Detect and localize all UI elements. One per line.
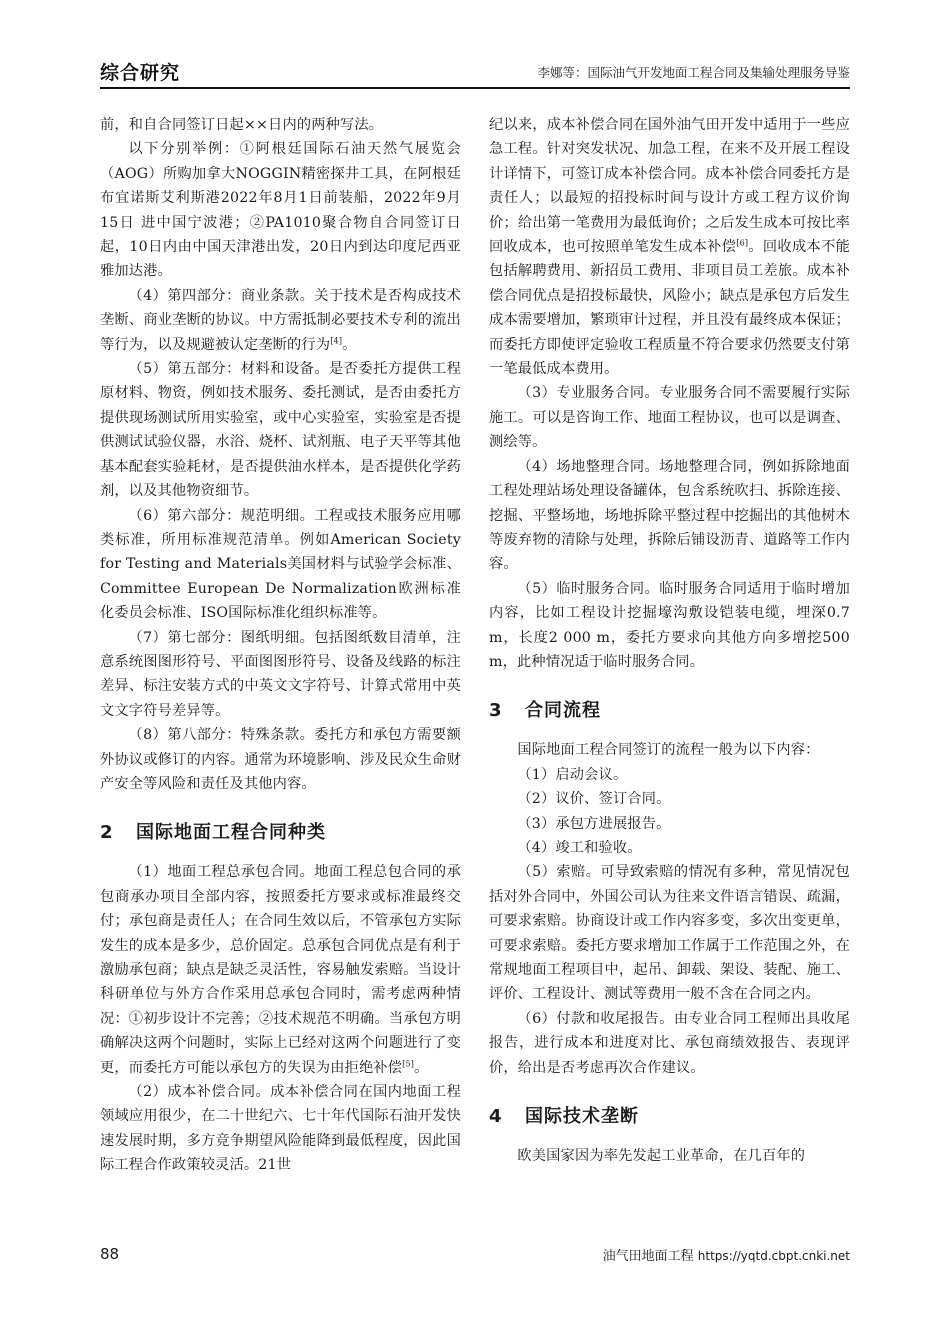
paragraph-text: （1）地面工程总承包合同。地面工程总包合同的承包商承办项目全部内容，按照委托方要求或标准最终交付；承包商是责任人；在合同生效以后，不管承包方实际发生的成本是多少，总价固定。总承包合同优点是有利于激励承包商；缺点是缺乏灵活性，容易触发索赔。当设计科研单位与外方合作采用总承包合同时，需考虑两种情况：①初步设计不完善；②技术规范不明确。当承包方明确解决这两个问题时，实际上已经对这两个问题进行了变更，而委托方可能以承包方的失误为由拒绝补偿	[100, 864, 461, 1076]
paragraph	[100, 860, 461, 1080]
paragraph-end: 。	[414, 1059, 429, 1076]
paragraph: 前，和自合同签订日起××日内的两种写法。	[100, 117, 384, 133]
section-number: 2	[100, 822, 114, 844]
list-item: （4）竣工和验收。	[517, 839, 642, 856]
journal-footer	[603, 1245, 850, 1264]
section-title: 国际技术垄断	[525, 1106, 639, 1128]
paragraph-end: 。	[342, 336, 357, 353]
section-title: 合同流程	[525, 700, 601, 722]
paragraph	[100, 284, 461, 357]
list-item: （1）启动会议。	[517, 766, 628, 783]
journal-url[interactable]: https://yqtd.cbpt.cnki.net	[697, 1249, 850, 1263]
section-heading-2	[100, 818, 461, 844]
paragraph: （6）第六部分：规范明细。工程或技术服务应用哪类标准，所用标准规范清单。例如American Society for Testing and Materials美国材料与试验学会标准、Committee European De Normalization欧洲标准化委员会标准、ISO国际标准化组织标准等。	[100, 507, 461, 622]
paragraph: （7）第七部分：图纸明细。包括图纸数目清单，注意系统图图形符号、平面图图形符号、设备及线路的标注差异、标注安装方式的中英文文字符号、计算式常用中英文文字符号差异等。	[100, 629, 461, 719]
section-title: 国际地面工程合同种类	[136, 822, 326, 844]
paragraph: （5）第五部分：材料和设备。是否委托方提供工程原材料、物资，例如技术服务、委托测试，是否由委托方提供现场测试所用实验室，或中心实验室，实验室是否提供测试试验仪器，水浴、烧杯、试剂瓶、电子天平等其他基本配套实验耗材，是否提供油水样本，是否提供化学药剂，以及其他物资细节。	[100, 361, 461, 500]
list-item: （2）议价、签订合同。	[517, 791, 671, 808]
section-number: 3	[489, 700, 503, 722]
section-number: 4	[489, 1106, 503, 1128]
section-heading-4	[489, 1102, 850, 1128]
paragraph: （2）成本补偿合同。成本补偿合同在国内地面工程领域应用很少，在二十世纪六、七十年代国际石油开发快速发展时期，多方竞争期望风险能降到最低程度，因此国际工程合作政策较灵活。21世	[100, 1084, 461, 1174]
paragraph-text: 纪以来，成本补偿合同在国外油气田开发中适用于一些应急工程。针对突发状况、加急工程，在来不及开展工程设计详情下，可签订成本补偿合同。成本补偿合同委托方是责任人；以最短的招投标时间与设计方或工程方议价询价；给出第一笔费用为最低询价；之后发生成本可按比率回收成本，也可按照单笔发生成本补偿	[489, 117, 850, 256]
running-title: 李娜等：国际油气开发地面工程合同及集输处理服务导鉴	[537, 65, 850, 80]
paragraph: （4）场地整理合同。场地整理合同，例如拆除地面工程处理站场处理设备罐体，包含系统吹扫、拆除连接、挖掘、平整场地，场地拆除平整过程中挖掘出的其他树木等废弃物的清除与处理，拆除后铺设沥青、道路等工作内容。	[489, 458, 850, 573]
paragraph	[489, 113, 850, 381]
list-item: （3）承包方进展报告。	[517, 815, 671, 832]
paragraph: （3）专业服务合同。专业服务合同不需要履行实际施工。可以是咨询工作、地面工程协议，也可以是调查、测绘等。	[489, 385, 850, 451]
section-label: 综合研究	[100, 62, 181, 84]
left-column	[100, 113, 461, 1178]
paragraph: （8）第八部分：特殊条款。委托方和承包方需要额外协议或修订的内容。通常为环境影响、涉及民众生命财产安全等风险和责任及其他内容。	[100, 727, 461, 792]
page-number: 88	[100, 1245, 120, 1263]
paragraph-text: （4）第四部分：商业条款。关于技术是否构成技术垄断、商业垄断的协议。中方需抵制必要技术专利的流出等行为，以及规避被认定垄断的行为	[100, 287, 461, 353]
paragraph: 国际地面工程合同签订的流程一般为以下内容：	[517, 742, 820, 759]
paragraph: 以下分别举例：①阿根廷国际石油天然气展览会（AOG）所购加拿大NOGGIN精密探井工具，在阿根廷布宜诺斯艾利斯港2022年8月1日前装船，2022年9月15日 进中国宁波港；②PA1010聚合物自合同签订日起，10日内由中国天津港出发，20日内到达印度尼西亚雅加达港。	[100, 141, 461, 280]
journal-name: 油气田地面工程	[602, 1249, 694, 1264]
paragraph: （5）临时服务合同。临时服务合同适用于临时增加内容，比如工程设计挖掘壕沟敷设铠装电缆，埋深0.7 m，长度2 000 m，委托方要求向其他方向多增挖500 m，此种情况适于临时服务合同。	[489, 580, 850, 670]
list-item: （6）付款和收尾报告。由专业合同工程师出具收尾报告，进行成本和进度对比、承包商绩效报告、表现评价，给出是否考虑再次合作建议。	[489, 1010, 850, 1076]
citation-ref[interactable]: [6]	[736, 238, 749, 248]
paragraph: 欧美国家因为率先发起工业革命，在几百年的	[517, 1148, 806, 1165]
list-item: （5）索赔。可导致索赔的情况有多种，常见情况包括对外合同中，外国公司认为往来文件语言错误、疏漏，可要求索赔。协商设计或工作内容多变，多次出变更单，可要求索赔。委托方要求增加工作属于工作范围之外，在常规地面工程项目中，起吊、卸载、架设、装配、施工、评价、工程设计、测试等费用一般不含在合同之内。	[489, 864, 850, 1003]
citation-ref[interactable]: [5]	[402, 1058, 415, 1068]
section-heading-3	[489, 696, 850, 722]
right-column	[489, 113, 850, 1168]
paragraph-end: 。回收成本不能包括解聘费用、新招员工费用、非项目员工差旅。成本补偿合同优点是招投标最快，风险小；缺点是承包方后发生成本需要增加，繁琐审计过程，并且没有最终成本保证；而委托方即使评定验收工程质量不符合要求仍然要支付第一笔最低成本费用。	[489, 239, 850, 378]
citation-ref[interactable]: [4]	[330, 335, 343, 345]
header-divider	[100, 87, 850, 89]
